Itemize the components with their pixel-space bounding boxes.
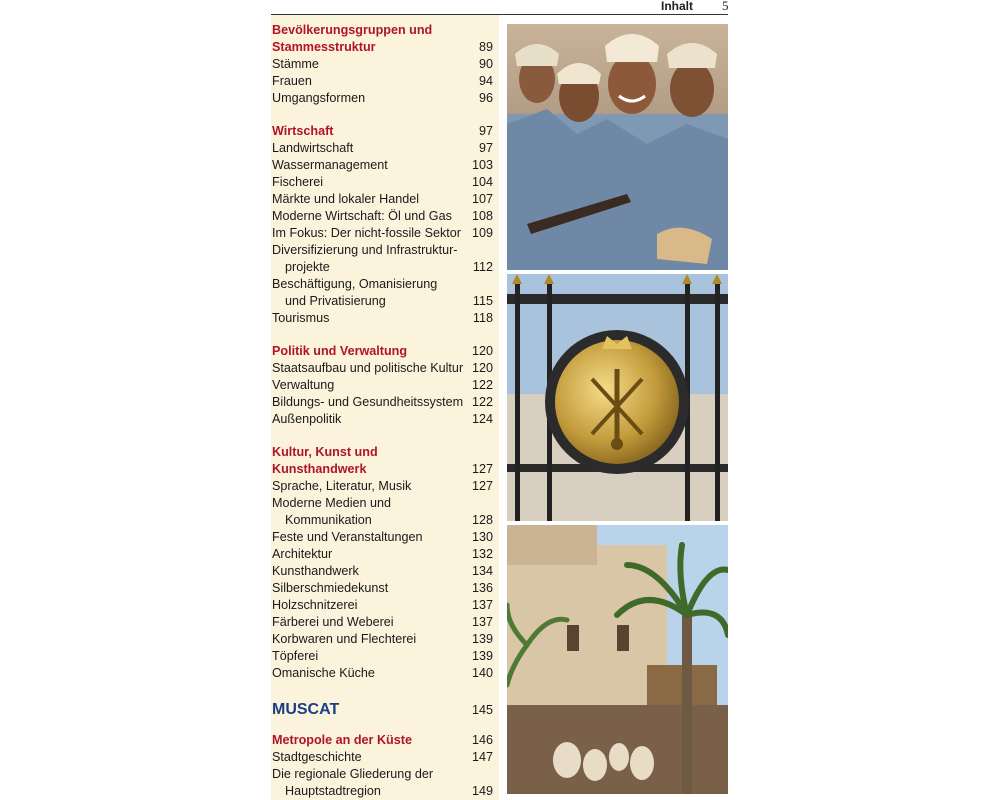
toc-entry-page: 96 xyxy=(478,91,493,105)
toc-entry-page: 103 xyxy=(471,158,493,172)
toc-entry-page: 128 xyxy=(471,513,493,527)
page-header xyxy=(271,0,728,15)
toc-entry-page: 109 xyxy=(471,226,493,240)
toc-entry-title: Stadtgeschichte xyxy=(272,750,362,764)
toc-entry xyxy=(271,665,493,682)
toc-entry-page: 89 xyxy=(478,40,493,54)
toc-entry-page: 127 xyxy=(471,479,493,493)
toc-entry-title: Landwirtschaft xyxy=(272,141,354,155)
toc-entry xyxy=(271,310,493,327)
toc-entry-title: Hauptstadtregion xyxy=(285,784,381,798)
toc-entry-title: Korbwaren und Flechterei xyxy=(272,632,417,646)
toc-entry-page: 97 xyxy=(478,124,493,138)
toc-entry-page: 132 xyxy=(471,547,493,561)
toc-entry xyxy=(271,157,493,174)
toc-entry-title: projekte xyxy=(285,260,330,274)
toc-entry xyxy=(271,225,493,242)
toc-entry-title: Architektur xyxy=(272,547,333,561)
table-of-contents xyxy=(271,15,499,800)
toc-entry-page: 147 xyxy=(471,750,493,764)
toc-entry-page: 94 xyxy=(478,74,493,88)
toc-entry xyxy=(271,242,493,259)
toc-entry-title: Bildungs- und Gesundheitssystem xyxy=(272,395,464,409)
toc-entry-title: Diversifizierung und Infrastruktur- xyxy=(272,243,458,257)
toc-entry-page: 118 xyxy=(472,311,493,325)
toc-entry xyxy=(271,648,493,665)
header-title: Inhalt xyxy=(661,0,693,13)
toc-entry xyxy=(271,444,493,461)
toc-entry-title: Metropole an der Küste xyxy=(272,733,412,747)
toc-entry-page: 107 xyxy=(471,192,493,206)
toc-entry xyxy=(271,512,493,529)
photo-column xyxy=(507,24,728,794)
toc-entry xyxy=(271,580,493,597)
toc-entry xyxy=(271,461,493,478)
toc-entry xyxy=(271,39,493,56)
header-page-number: 5 xyxy=(722,0,729,13)
photo-palace-gate-emblem xyxy=(507,274,728,521)
toc-entry xyxy=(271,546,493,563)
toc-entry-page: 112 xyxy=(472,260,493,274)
toc-entry-page: 108 xyxy=(471,209,493,223)
toc-entry-title: Fischerei xyxy=(272,175,324,189)
toc-entry-title: Bevölkerungsgruppen und xyxy=(272,23,433,37)
toc-entry-page: 97 xyxy=(478,141,493,155)
toc-entry xyxy=(271,73,493,90)
toc-entry-page: 122 xyxy=(471,395,493,409)
toc-entry-page: 137 xyxy=(471,615,493,629)
toc-entry-page: 149 xyxy=(471,784,493,798)
toc-entry-title: Beschäftigung, Omanisierung xyxy=(272,277,438,291)
toc-entry xyxy=(271,360,493,377)
toc-entry xyxy=(271,478,493,495)
toc-entry-page: 136 xyxy=(471,581,493,595)
toc-entry xyxy=(271,411,493,428)
toc-entry xyxy=(271,140,493,157)
toc-entry-title: Kunsthandwerk xyxy=(272,564,359,578)
toc-entry xyxy=(271,563,493,580)
toc-entry-page: 137 xyxy=(471,598,493,612)
toc-entry-title: Außenpolitik xyxy=(272,412,342,426)
toc-entry-page: 104 xyxy=(471,175,493,189)
toc-entry xyxy=(271,614,493,631)
toc-entry xyxy=(271,174,493,191)
toc-entry-title: Kommunikation xyxy=(285,513,372,527)
toc-entry-title: Verwaltung xyxy=(272,378,335,392)
toc-entry-page: 146 xyxy=(471,733,493,747)
toc-entry-title: Färberei und Weberei xyxy=(272,615,394,629)
toc-entry xyxy=(271,495,493,512)
toc-entry-page: 90 xyxy=(478,57,493,71)
toc-entry-title: Staatsaufbau und politische Kultur xyxy=(272,361,464,375)
toc-entry xyxy=(271,56,493,73)
toc-entry-page: 140 xyxy=(471,666,493,680)
toc-entry xyxy=(271,699,493,721)
toc-entry-title: Im Fokus: Der nicht-fossile Sektor xyxy=(272,226,461,240)
toc-entry-title: Silberschmiedekunst xyxy=(272,581,389,595)
toc-entry xyxy=(271,259,493,276)
toc-entry xyxy=(271,783,493,800)
toc-entry xyxy=(271,749,493,766)
toc-entry-title: Holzschnitzerei xyxy=(272,598,358,612)
toc-entry xyxy=(271,597,493,614)
toc-entry-title: Tourismus xyxy=(272,311,330,325)
toc-entry-page: 145 xyxy=(471,703,493,717)
toc-entry xyxy=(271,90,493,107)
toc-entry-page: 120 xyxy=(471,361,493,375)
toc-entry-page: 134 xyxy=(471,564,493,578)
photo-omani-men xyxy=(507,24,728,270)
toc-entry-title: Kultur, Kunst und xyxy=(272,445,378,459)
toc-entry xyxy=(271,394,493,411)
toc-entry-title: Politik und Verwaltung xyxy=(272,344,408,358)
toc-entry-page: 124 xyxy=(471,412,493,426)
toc-entry-title: Wassermanagement xyxy=(272,158,388,172)
toc-entry-title: Omanische Küche xyxy=(272,666,375,680)
toc-entry-title: Sprache, Literatur, Musik xyxy=(272,479,412,493)
toc-entry xyxy=(271,191,493,208)
toc-entry-title: Töpferei xyxy=(272,649,319,663)
toc-entry xyxy=(271,293,493,310)
toc-entry xyxy=(271,529,493,546)
toc-entry xyxy=(271,208,493,225)
toc-entry-title: Moderne Wirtschaft: Öl und Gas xyxy=(272,209,452,223)
toc-entry xyxy=(271,343,493,360)
toc-entry-page: 139 xyxy=(471,632,493,646)
toc-entry xyxy=(271,123,493,140)
toc-entry-title: Stammesstruktur xyxy=(272,40,376,54)
photo-souq-building-palm xyxy=(507,525,728,794)
toc-entry-page: 127 xyxy=(471,462,493,476)
toc-entry-page: 139 xyxy=(471,649,493,663)
toc-entry xyxy=(271,631,493,648)
toc-entry-page: 122 xyxy=(471,378,493,392)
toc-entry-page: 115 xyxy=(472,294,493,308)
toc-entry-title: Wirtschaft xyxy=(272,124,334,138)
toc-entry-title: und Privatisierung xyxy=(285,294,386,308)
toc-entry-title: Kunsthandwerk xyxy=(272,462,367,476)
toc-entry-page: 130 xyxy=(471,530,493,544)
toc-entry xyxy=(271,377,493,394)
toc-entry xyxy=(271,276,493,293)
toc-entry xyxy=(271,766,493,783)
toc-entry-title: Umgangsformen xyxy=(272,91,366,105)
toc-entry xyxy=(271,22,493,39)
toc-entry-title: MUSCAT xyxy=(272,701,340,718)
toc-entry-page: 120 xyxy=(471,344,493,358)
toc-entry-title: Feste und Veranstaltungen xyxy=(272,530,423,544)
toc-entry xyxy=(271,732,493,749)
toc-entry-title: Die regionale Gliederung der xyxy=(272,767,434,781)
toc-entry-title: Stämme xyxy=(272,57,319,71)
toc-entry-title: Frauen xyxy=(272,74,312,88)
toc-entry-title: Moderne Medien und xyxy=(272,496,392,510)
toc-entry-title: Märkte und lokaler Handel xyxy=(272,192,420,206)
